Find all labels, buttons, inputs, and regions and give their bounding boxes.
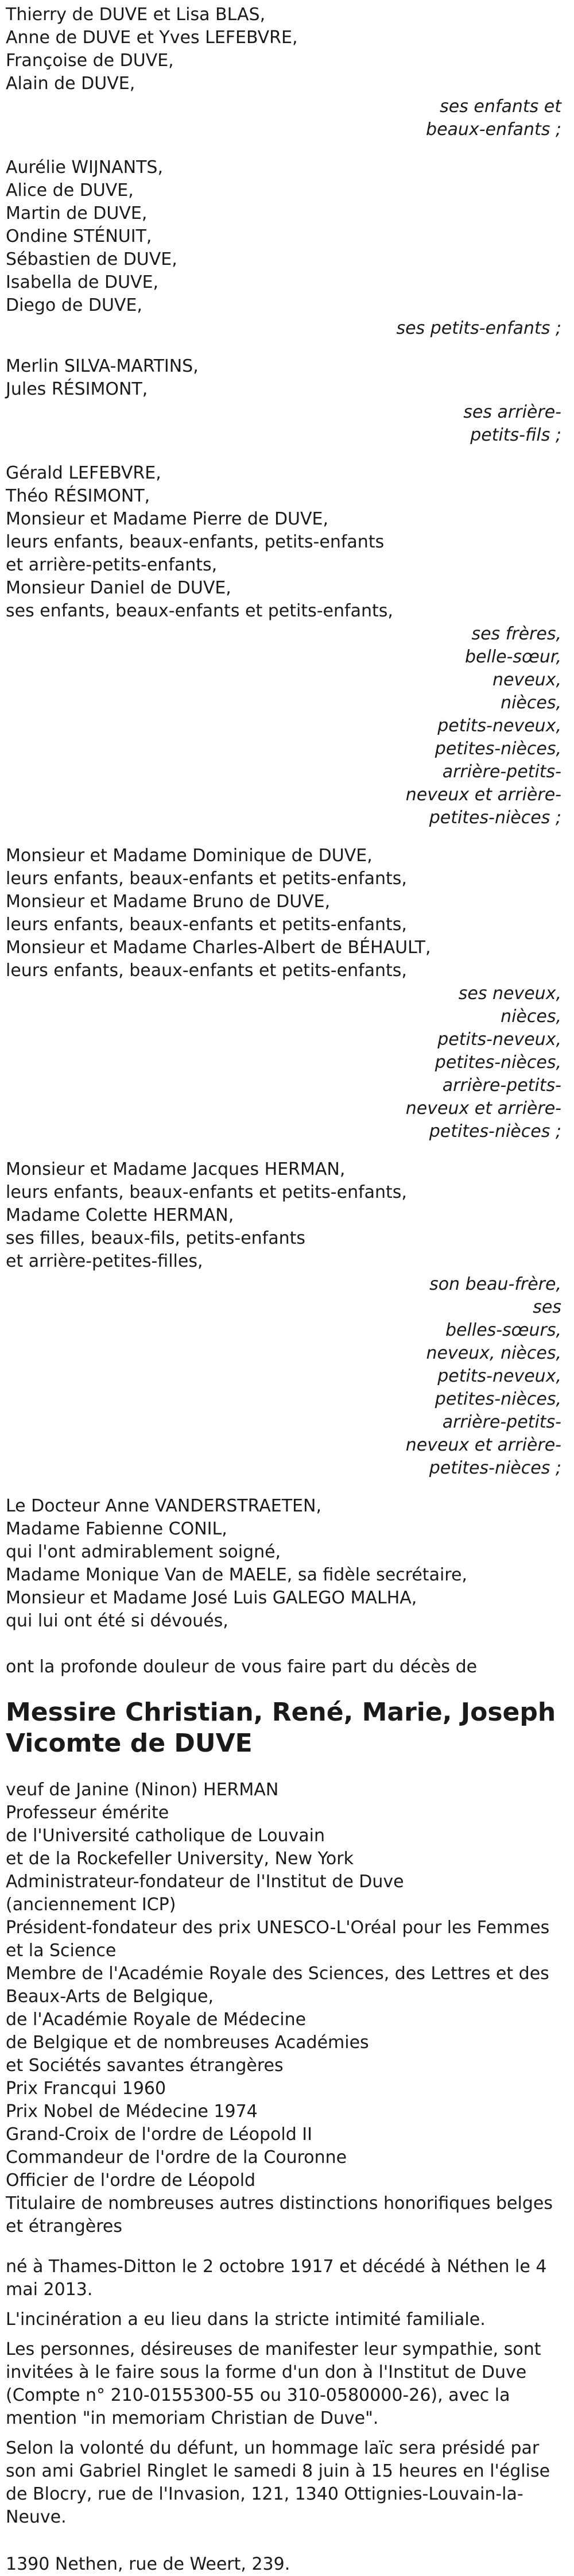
family-member-line: ses enfants, beaux-enfants et petits-enfants, [6,601,393,621]
title-line: Titulaire de nombreuses autres distinctions honorifiques belges et étrangères [6,2193,559,2236]
title-line: de l'Université catholique de Louvain [6,1826,325,1846]
details-paragraphs [6,2255,568,2529]
family-group [6,1158,568,1480]
family-group [6,462,568,830]
relation-label: belles-sœurs, [445,1320,561,1340]
title-line: Commandeur de l'ordre de la Couronne [6,2147,347,2168]
title-line: Administrateur-fondateur de l'Institut de Duve [6,1872,404,1892]
title-line: de Belgique et de nombreuses Académies [6,2033,369,2053]
caregiver-line: Madame Monique Van de MAELE, sa fidèle secrétaire, [6,1565,467,1585]
title-line: et de la Rockefeller University, New York [6,1849,354,1869]
relation-label: petits-fils ; [470,425,561,445]
family-member-line: Ondine STÉNUIT, [6,226,152,246]
relation-label: arrière-petits- [442,1412,561,1432]
family-member-line: Madame Colette HERMAN, [6,1205,234,1225]
family-group [6,844,568,1143]
relation-label: arrière-petits- [442,762,561,782]
relation-label: petites-nièces, [435,1052,561,1073]
family-group [6,3,568,141]
family-member-line: Françoise de DUVE, [6,51,174,71]
family-member-line: leurs enfants, beaux-enfants et petits-enfants, [6,869,407,889]
title-line: Grand-Croix de l'ordre de Léopold II [6,2124,312,2145]
family-member-line: Isabella de DUVE, [6,272,159,292]
detail-paragraph: L'incinération a eu lieu dans la stricte intimité familiale. [6,2309,486,2330]
relation-label: son beau-frère, ses [429,1274,561,1317]
caregiver-line: qui lui ont été si dévoués, [6,1611,228,1631]
family-member-line: Merlin SILVA-MARTINS, [6,356,199,376]
relation-label: neveux et arrière- [405,1098,561,1119]
family-groups [6,3,568,1480]
detail-paragraph: né à Thames-Ditton le 2 octobre 1917 et décédé à Néthen le 4 mai 2013. [6,2257,547,2300]
detail-paragraph: Les personnes, désireuses de manifester leur sympathie, sont invitées à le faire sous la forme d'un don à l'Institut de Duve (Compte n° 210-0155300-55 ou 310-0580000-26), avec la mention "in memoriam Christian de Duve". [6,2339,541,2428]
family-member-line: Monsieur et Madame Charles-Albert de BÉHAULT, [6,938,431,958]
family-member-line: Monsieur Daniel de DUVE, [6,578,231,598]
relation-label: ses arrière- [463,402,561,422]
family-member-line: Théo RÉSIMONT, [6,486,150,506]
relation-label: arrière-petits- [442,1075,561,1096]
title-line: (anciennement ICP) [6,1895,176,1915]
relation-label: neveux et arrière- [405,785,561,805]
relation-label: petits-neveux, [437,716,561,736]
family-member-line: Monsieur et Madame Bruno de DUVE, [6,892,331,912]
relation-label: petits-neveux, [437,1029,561,1050]
family-member-line: Gérald LEFEBVRE, [6,463,161,483]
family-member-line: Aurélie WIJNANTS, [6,157,163,178]
family-member-line: Thierry de DUVE et Lisa BLAS, [6,5,266,25]
family-member-line: Monsieur et Madame Dominique de DUVE, [6,846,373,866]
relation-label: ses enfants et [440,97,561,117]
family-member-line: Anne de DUVE et Yves LEFEBVRE, [6,28,298,48]
relation-label: neveux, nièces, [426,1343,561,1363]
family-member-line: Diego de DUVE, [6,295,142,315]
family-member-line: Alice de DUVE, [6,180,134,200]
family-member-line: et arrière-petites-filles, [6,1251,203,1271]
relation-label: neveux et arrière- [405,1435,561,1455]
family-member-line: Monsieur et Madame Jacques HERMAN, [6,1159,346,1179]
caregiver-line: Monsieur et Madame José Luis GALEGO MALHA, [6,1588,417,1608]
relation-label: petites-nièces, [435,739,561,759]
announcement-text: ont la profonde douleur de vous faire part du décès de [6,1657,478,1677]
title-line: Membre de l'Académie Royale des Sciences, des Lettres et des Beaux-Arts de Belgique, [6,1964,555,2007]
title-line: Prix Francqui 1960 [6,2078,166,2099]
family-member-line: Jules RÉSIMONT, [6,379,148,399]
family-member-line: Monsieur et Madame Pierre de DUVE, [6,509,329,529]
family-member-line: ses filles, beaux-fils, petits-enfants [6,1228,306,1248]
title-line: et Sociétés savantes étrangères [6,2056,284,2076]
relation-label: petites-nièces ; [429,1121,561,1142]
title-line: veuf de Janine (Ninon) HERMAN [6,1780,279,1800]
title-line: de l'Académie Royale de Médecine [6,2010,307,2030]
title-line: Officier de l'ordre de Léopold [6,2170,256,2191]
relation-label: petites-nièces, [435,1389,561,1409]
title-line: Professeur émérite [6,1803,169,1823]
caregiver-line: Le Docteur Anne VANDERSTRAETEN, [6,1496,321,1516]
family-member-line: Sébastien de DUVE, [6,249,177,269]
family-member-line: leurs enfants, beaux-enfants et petits-enfants, [6,961,407,981]
relation-label: petites-nièces ; [429,1458,561,1478]
deceased-name: Messire Christian, René, Marie, Joseph Vicomte de DUVE [6,1698,556,1758]
relation-label: belle-sœur, neveux, [464,647,561,690]
relation-label: ses neveux, nièces, [458,984,561,1027]
family-group [6,156,568,340]
title-line: Président-fondateur des prix UNESCO-L'Oréal pour les Femmes et la Science [6,1918,555,1961]
titles-list [6,1779,568,2238]
caregivers-list [6,1495,568,1633]
relation-label: petits-neveux, [437,1366,561,1386]
detail-paragraph: Selon la volonté du défunt, un hommage laïc sera présidé par son ami Gabriel Ringlet le samedi 8 juin à 15 heures en l'église de Blocry, rue de l'Invasion, 121, 1340 Ottignies-Louvain-la-Neuve. [6,2438,550,2527]
family-member-line: Martin de DUVE, [6,203,148,223]
family-member-line: et arrière-petits-enfants, [6,555,218,575]
relation-label: ses frères, [471,624,561,644]
address-text: 1390 Nethen, rue de Weert, 239. [6,2554,290,2574]
family-member-line: leurs enfants, beaux-enfants et petits-enfants, [6,1182,407,1202]
caregiver-line: Madame Fabienne CONIL, [6,1519,227,1539]
relation-label: petites-nièces ; [429,808,561,828]
relation-label: nièces, [501,693,561,713]
relation-label: ses petits-enfants ; [396,318,561,338]
relation-label: beaux-enfants ; [426,119,561,140]
family-member-line: Alain de DUVE, [6,74,135,94]
family-member-line: leurs enfants, beaux-enfants et petits-enfants, [6,915,407,935]
family-member-line: leurs enfants, beaux-enfants, petits-enfants [6,532,385,552]
title-line: Prix Nobel de Médecine 1974 [6,2101,258,2122]
family-group [6,355,568,447]
caregiver-line: qui l'ont admirablement soigné, [6,1542,281,1562]
